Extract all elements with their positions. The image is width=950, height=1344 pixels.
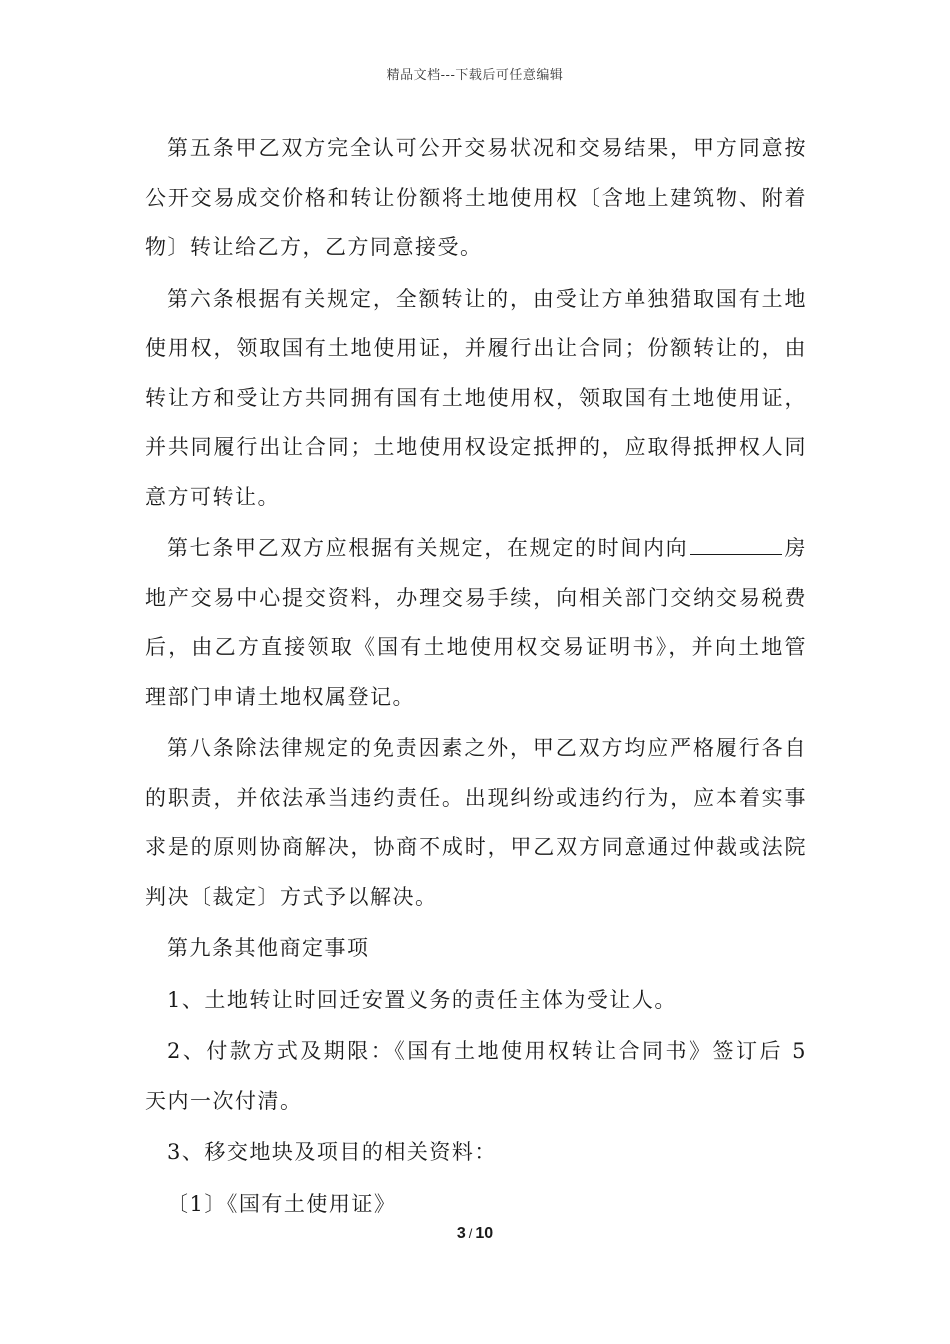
- total-pages: 10: [475, 1225, 494, 1242]
- fill-in-blank: [690, 532, 782, 555]
- article-5-paragraph: 第五条甲乙双方完全认可公开交易状况和交易结果，甲方同意按公开交易成交价格和转让份额将土地使用权〔含地上建筑物、附着物〕转让给乙方，乙方同意接受。: [145, 136, 807, 259]
- sub-item-1: 〔1〕《国有土使用证》: [167, 1191, 397, 1216]
- page-number: [0, 1225, 950, 1243]
- article-9-heading: 第九条其他商定事项: [167, 936, 370, 960]
- article-8-paragraph: 第八条除法律规定的免责因素之外，甲乙双方均应严格履行各自的职责，并依法承当违约责任。出现纠纷或违约行为，应本着实事求是的原则协商解决，协商不成时，甲乙双方同意通过仲裁或法院判决〔裁定〕方式予以解决。: [145, 736, 807, 909]
- document-body: [145, 124, 807, 1229]
- list-item-2: 2、付款方式及期限：《国有土地使用权转让合同书》签订后 5 天内一次付清。: [145, 1039, 807, 1113]
- article-7-text-before-blank: 第七条甲乙双方应根据有关规定，在规定的时间内向: [167, 536, 689, 560]
- page-header: 精品文档---下载后可任意编辑: [386, 68, 564, 83]
- page-separator: /: [468, 1226, 473, 1241]
- article-7-text-after-blank: 房地产交易中心提交资料，办理交易手续，向相关部门交纳交易税费后，由乙方直接领取《国有土地使用权交易证明书》，并向土地管理部门申请土地权属登记。: [145, 536, 808, 709]
- list-item-1: 1、土地转让时回迁安置义务的责任主体为受让人。: [167, 987, 677, 1012]
- current-page: 3: [456, 1225, 466, 1242]
- list-item-3: 3、移交地块及项目的相关资料：: [167, 1140, 497, 1164]
- article-6-paragraph: 第六条根据有关规定，全额转让的，由受让方单独猎取国有土地使用权，领取国有土地使用证，并履行出让合同；份额转让的，由转让方和受让方共同拥有国有土地使用权，领取国有土地使用证，并共同履行出让合同；土地使用权设定抵押的，应取得抵押权人同意方可转让。: [145, 286, 807, 509]
- article-7-paragraph: [145, 524, 807, 722]
